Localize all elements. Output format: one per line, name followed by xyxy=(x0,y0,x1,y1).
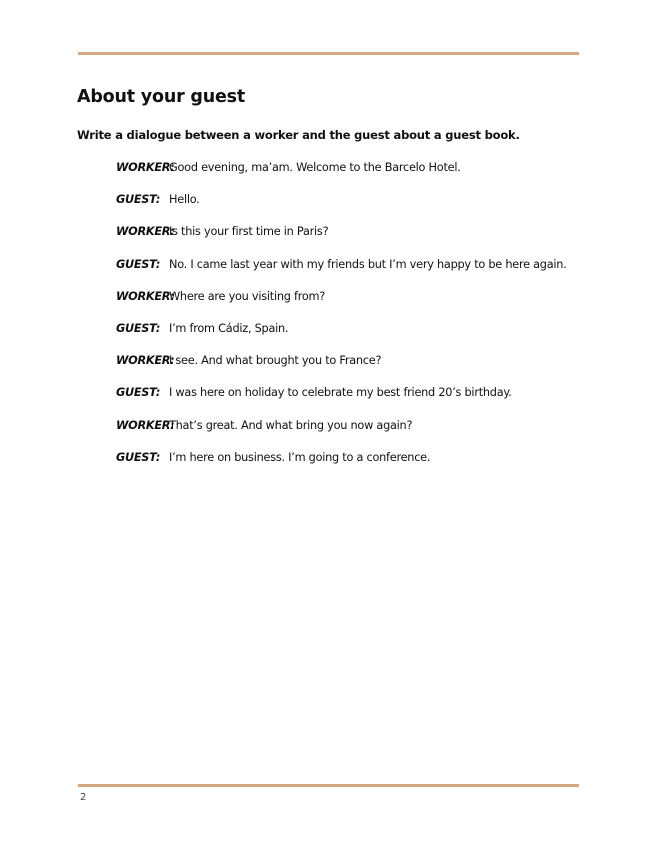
utterance-text: That’s great. And what bring you now again? xyxy=(169,418,413,432)
top-divider xyxy=(78,52,579,55)
dialogue-line xyxy=(116,160,586,192)
speaker-label: GUEST: xyxy=(116,321,161,335)
utterance-text: I was here on holiday to celebrate my best friend 20’s birthday. xyxy=(169,386,512,400)
speaker-label: GUEST: xyxy=(116,193,161,207)
dialogue-line xyxy=(116,289,586,321)
speaker-label: GUEST: xyxy=(116,450,161,464)
dialogue-line xyxy=(116,385,586,417)
speaker-label: WORKER: xyxy=(116,418,175,432)
instructions-text: Write a dialogue between a worker and the guest about a guest book. xyxy=(77,128,520,142)
utterance-text: Hello. xyxy=(169,193,200,207)
dialogue-line xyxy=(116,418,586,450)
dialogue-list xyxy=(116,160,586,482)
speaker-label: WORKER: xyxy=(116,225,175,239)
speaker-label: GUEST: xyxy=(116,386,161,400)
utterance-text: Where are you visiting from? xyxy=(169,289,326,303)
bottom-divider xyxy=(78,784,579,787)
utterance-text: Good evening, ma’am. Welcome to the Barcelo Hotel. xyxy=(169,161,461,174)
speaker-label: WORKER: xyxy=(116,161,175,174)
dialogue-line xyxy=(116,321,586,353)
page-title: About your guest xyxy=(77,87,246,107)
speaker-label: WORKER: xyxy=(116,289,175,303)
utterance-text: No. I came last year with my friends but I’m very happy to be here again. xyxy=(169,257,567,271)
page-number: 2 xyxy=(80,792,87,803)
dialogue-line xyxy=(116,224,586,256)
utterance-text: I’m from Cádiz, Spain. xyxy=(169,321,289,335)
dialogue-line xyxy=(116,450,586,482)
dialogue-line xyxy=(116,192,586,224)
dialogue-line xyxy=(116,353,586,385)
utterance-text: I see. And what brought you to France? xyxy=(169,354,382,368)
utterance-text: I’m here on business. I’m going to a conference. xyxy=(169,450,431,464)
speaker-label: WORKER: xyxy=(116,354,175,368)
utterance-text: Is this your first time in Paris? xyxy=(169,225,329,239)
speaker-label: GUEST: xyxy=(116,257,161,271)
dialogue-line xyxy=(116,257,586,289)
